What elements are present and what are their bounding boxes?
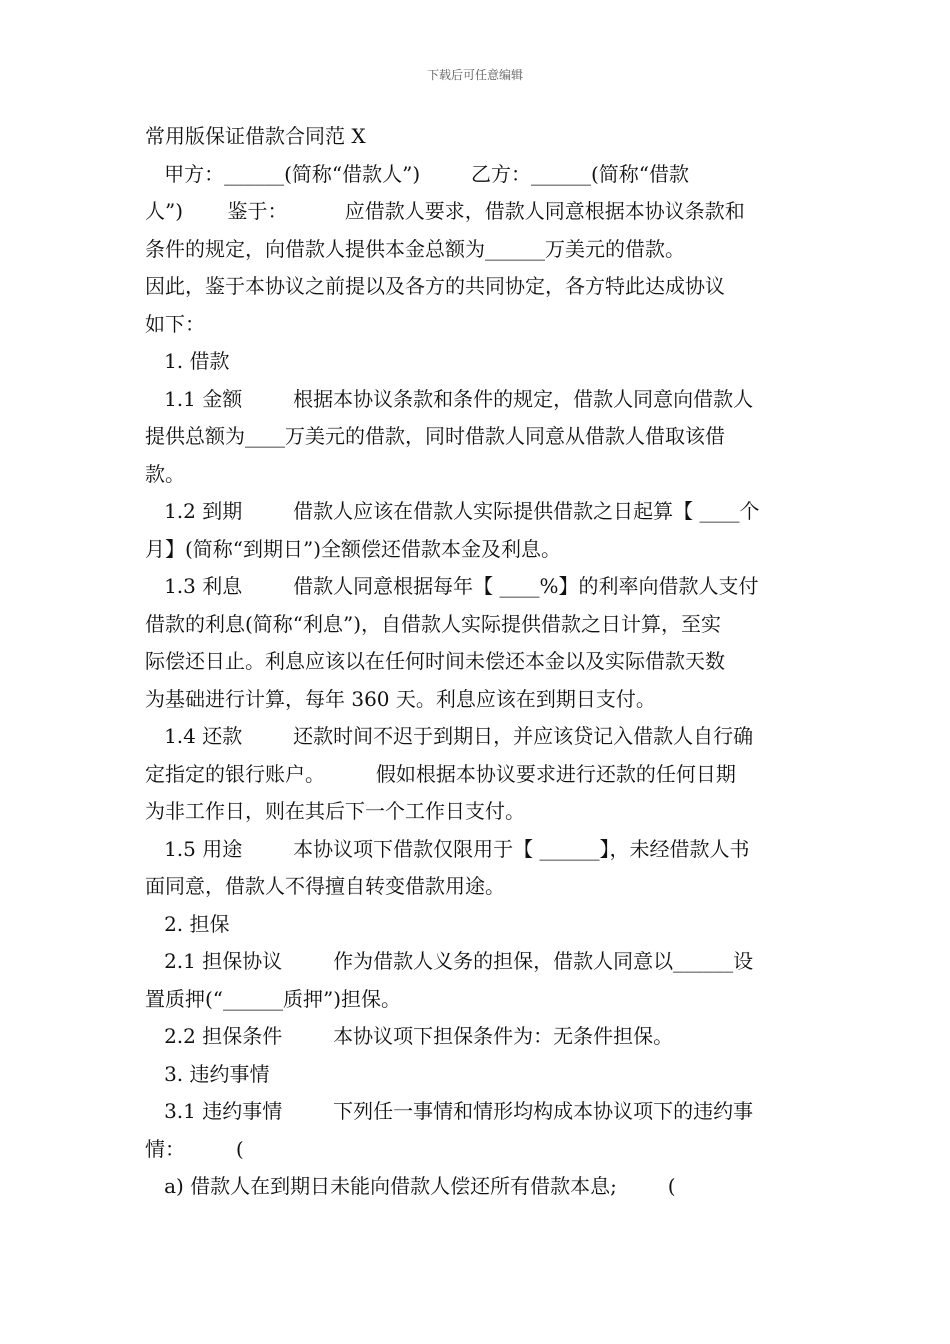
clause-line: 1.1 金额 根据本协议条款和条件的规定，借款人同意向借款人 [145,386,754,411]
clause-line: 3.1 违约事情 下列任一事情和情形均构成本协议项下的违约事 [145,1099,754,1123]
section-heading: 3. 违约事情 [145,1061,270,1086]
document-title: 常用版保证借款合同范 X [145,124,366,148]
clause-line: a) 借款人在到期日未能向借款人偿还所有借款本息; ( [145,1174,676,1198]
clause-line: 2.2 担保条件 本协议项下担保条件为：无条件担保。 [145,1024,674,1048]
clause-line: 1.3 利息 借款人同意根据每年【 ____%】的利率向借款人支付 [145,574,759,598]
clause-line: 面同意，借款人不得擅自转变借款用途。 [145,874,505,898]
clause-line: 月】(简称“到期日”)全额偿还借款本金及利息。 [145,536,562,561]
clause-line: 为非工作日，则在其后下一个工作日支付。 [145,799,525,823]
body-line: 人”) 鉴于： 应借款人要求，借款人同意根据本协议条款和 [145,199,745,223]
body-line: 条件的规定，向借款人提供本金总额为______万美元的借款。 [145,236,685,261]
body-line: 甲方：______(简称“借款人”) 乙方：______(简称“借款 [145,161,690,186]
clause-line: 置质押(“______质押”)担保。 [145,986,402,1011]
clause-line: 际偿还日止。利息应该以在任何时间未偿还本金以及实际借款天数 [145,649,725,673]
section-heading: 2. 担保 [145,911,230,936]
clause-line: 借款的利息(简称“利息”)，自借款人实际提供借款之日计算，至实 [145,611,722,636]
clause-line: 款。 [145,461,185,486]
clause-line: 2.1 担保协议 作为借款人义务的担保，借款人同意以______设 [145,949,754,973]
page-header-note: 下载后可任意编辑 [426,68,523,82]
clause-line: 1.2 到期 借款人应该在借款人实际提供借款之日起算【 ____个 [145,499,760,523]
clause-line: 1.4 还款 还款时间不迟于到期日，并应该贷记入借款人自行确 [145,724,754,748]
clause-line: 定指定的银行账户。 假如根据本协议要求进行还款的任何日期 [145,761,736,786]
body-line: 如下： [145,311,205,336]
body-line: 因此，鉴于本协议之前提以及各方的共同协定，各方特此达成协议 [145,274,725,298]
contract-body [145,118,807,1206]
section-heading: 1. 借款 [145,349,230,373]
clause-line: 情： ( [145,1136,244,1161]
clause-line: 1.5 用途 本协议项下借款仅限用于【 ______】，未经借款人书 [145,836,750,861]
clause-line: 为基础进行计算，每年 360 天。利息应该在到期日支付。 [145,686,656,711]
clause-line: 提供总额为____万美元的借款，同时借款人同意从借款人借取该借 [145,424,725,448]
